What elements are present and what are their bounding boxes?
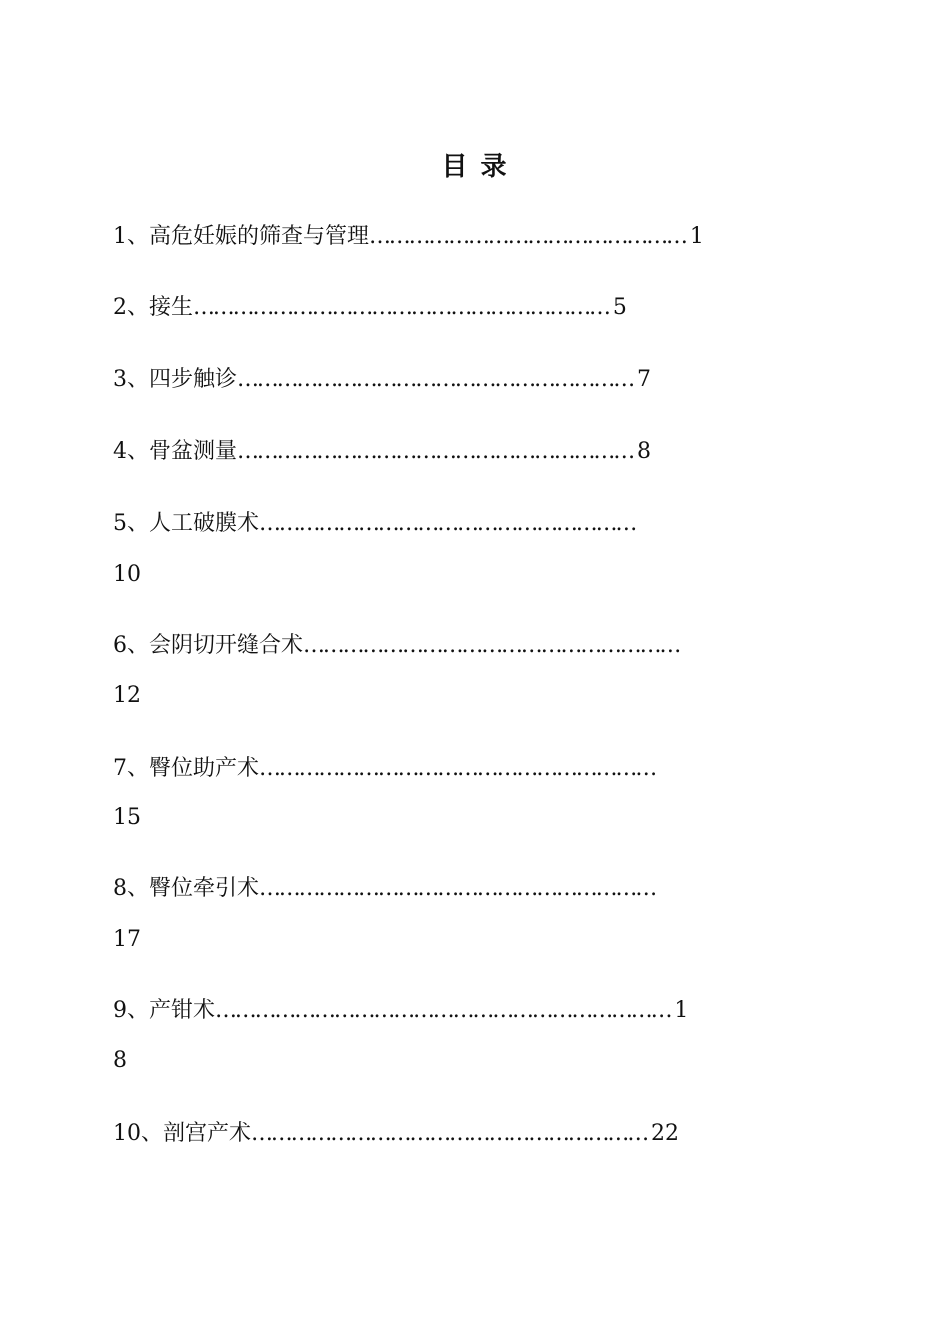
- toc-page-number: 7: [637, 367, 652, 392]
- toc-leader: ……………………………………………………: [259, 756, 656, 781]
- toc-entry-label: 1、高危妊娠的筛查与管理: [113, 224, 369, 249]
- toc-entry-6: [113, 631, 679, 661]
- toc-entry-10: [113, 1119, 679, 1149]
- toc-page-number-continued: 8: [113, 1048, 127, 1073]
- toc-entry-label: 2、接生: [113, 295, 193, 320]
- toc-title: 目 录: [441, 152, 509, 182]
- toc-entry-2: [113, 293, 627, 323]
- toc-entry-label: 6、会阴切开缝合术: [113, 633, 303, 658]
- toc-entry-label: 4、骨盆测量: [113, 439, 237, 464]
- toc-entry-label: 10、剖宫产术: [113, 1121, 251, 1146]
- toc-page-number: 5: [612, 295, 627, 320]
- toc-page-number: 10: [113, 562, 141, 587]
- toc-entry-3: [113, 365, 651, 395]
- toc-entry-8: [113, 874, 655, 904]
- toc-page-number: 17: [113, 927, 141, 952]
- toc-entry-label: 9、产钳术: [113, 998, 215, 1023]
- toc-entry-label: 3、四步触诊: [113, 367, 237, 392]
- toc-entry-5: [113, 509, 635, 539]
- toc-page-number: 12: [113, 683, 141, 708]
- toc-entry-label: 5、人工破膜术: [113, 511, 259, 536]
- toc-entry-9: [113, 996, 688, 1026]
- toc-leader: ……………………………………………………: [237, 367, 634, 392]
- toc-leader: …………………………………………: [369, 224, 686, 249]
- toc-entry-7: [113, 754, 655, 784]
- toc-leader: ……………………………………………………………: [215, 998, 671, 1023]
- toc-page-number: 22: [651, 1121, 680, 1146]
- toc-leader: ………………………………………………………: [193, 295, 609, 320]
- toc-leader: …………………………………………………: [303, 633, 680, 658]
- toc-page-number: 15: [113, 805, 141, 830]
- toc-leader: ……………………………………………………: [251, 1121, 648, 1146]
- toc-leader: ……………………………………………………: [259, 876, 656, 901]
- toc-page-number: 1: [674, 998, 689, 1023]
- toc-leader: ……………………………………………………: [237, 439, 634, 464]
- toc-entry-label: 8、臀位牵引术: [113, 876, 259, 901]
- toc-entry-label: 7、臀位助产术: [113, 756, 259, 781]
- toc-page-number: 8: [637, 439, 652, 464]
- toc-entry-4: [113, 437, 651, 467]
- toc-page-number: 1: [689, 224, 704, 249]
- toc-leader: …………………………………………………: [259, 511, 636, 536]
- toc-entry-1: [113, 222, 704, 252]
